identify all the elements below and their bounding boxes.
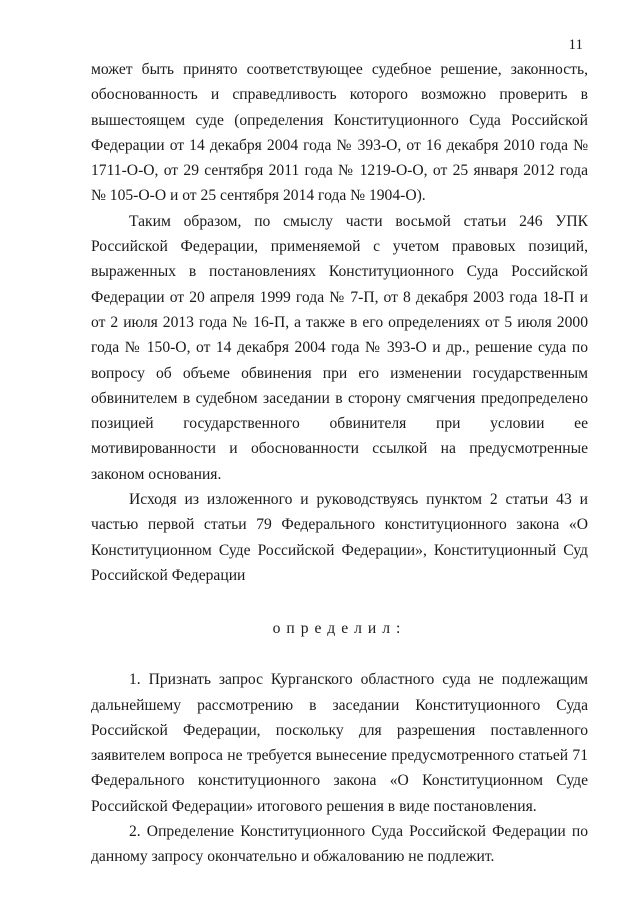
page-number: 11 bbox=[568, 37, 583, 53]
decision-item-2: 2. Определение Конституционного Суда Российской Федерации по данному запросу окончательно и обжалованию не подлежит. bbox=[91, 823, 588, 866]
decision-item-1: 1. Признать запрос Курганского областного суда не подлежащим дальнейшему рассмотрению в заседании Конституционного Суда Российской Федерации, поскольку для разрешения поставленного заявителем вопроса не требуется вынесение предусмотренного статьей 71 Федерального конституционного закона «О Конституционном Суде Российской Федерации» итогового решения в виде постановления. bbox=[91, 671, 588, 815]
paragraph-conclusion: Таким образом, по смыслу части восьмой статьи 246 УПК Российской Федерации, применяемой с учетом правовых позиций, выраженных в постановлениях Конституционного Суда Российской Федерации от 20 апреля 1999 года № 7-П, от 8 декабря 2003 года 18-П и от 2 июля 2013 года № 16-П, а также в его определениях от 5 июля 2000 года № 150-О, от 14 декабря 2004 года № 393-О и др., решение суда по вопросу об объеме обвинения при его изменении государственным обвинителем в судебном заседании в сторону смягчения предопределено позицией государственного обвинителя при условии ее мотивированности и обоснованности ссылкой на предусмотренные законом основания. bbox=[91, 212, 588, 483]
ruling-heading: определил: bbox=[272, 620, 407, 638]
paragraph-grounds: Исходя из изложенного и руководствуясь пунктом 2 статьи 43 и частью первой статьи 79 Федерального конституционного закона «О Конституционном Суде Российской Федерации», Конституционный Суд Российской Федерации bbox=[91, 491, 588, 584]
paragraph-continuation: может быть принято соответствующее судебное решение, законность, обоснованность и справедливость которого возможно проверить в вышестоящем суде (определения Конституционного Суда Российской Федерации от 14 декабря 2004 года № 393-О, от 16 декабря 2010 года № 1711-О-О, от 29 сентября 2011 года № 1219-О-О, от 25 января 2012 года № 105-О-О и от 25 сентября 2014 года № 1904-О). bbox=[91, 61, 588, 205]
document-body bbox=[91, 57, 588, 870]
